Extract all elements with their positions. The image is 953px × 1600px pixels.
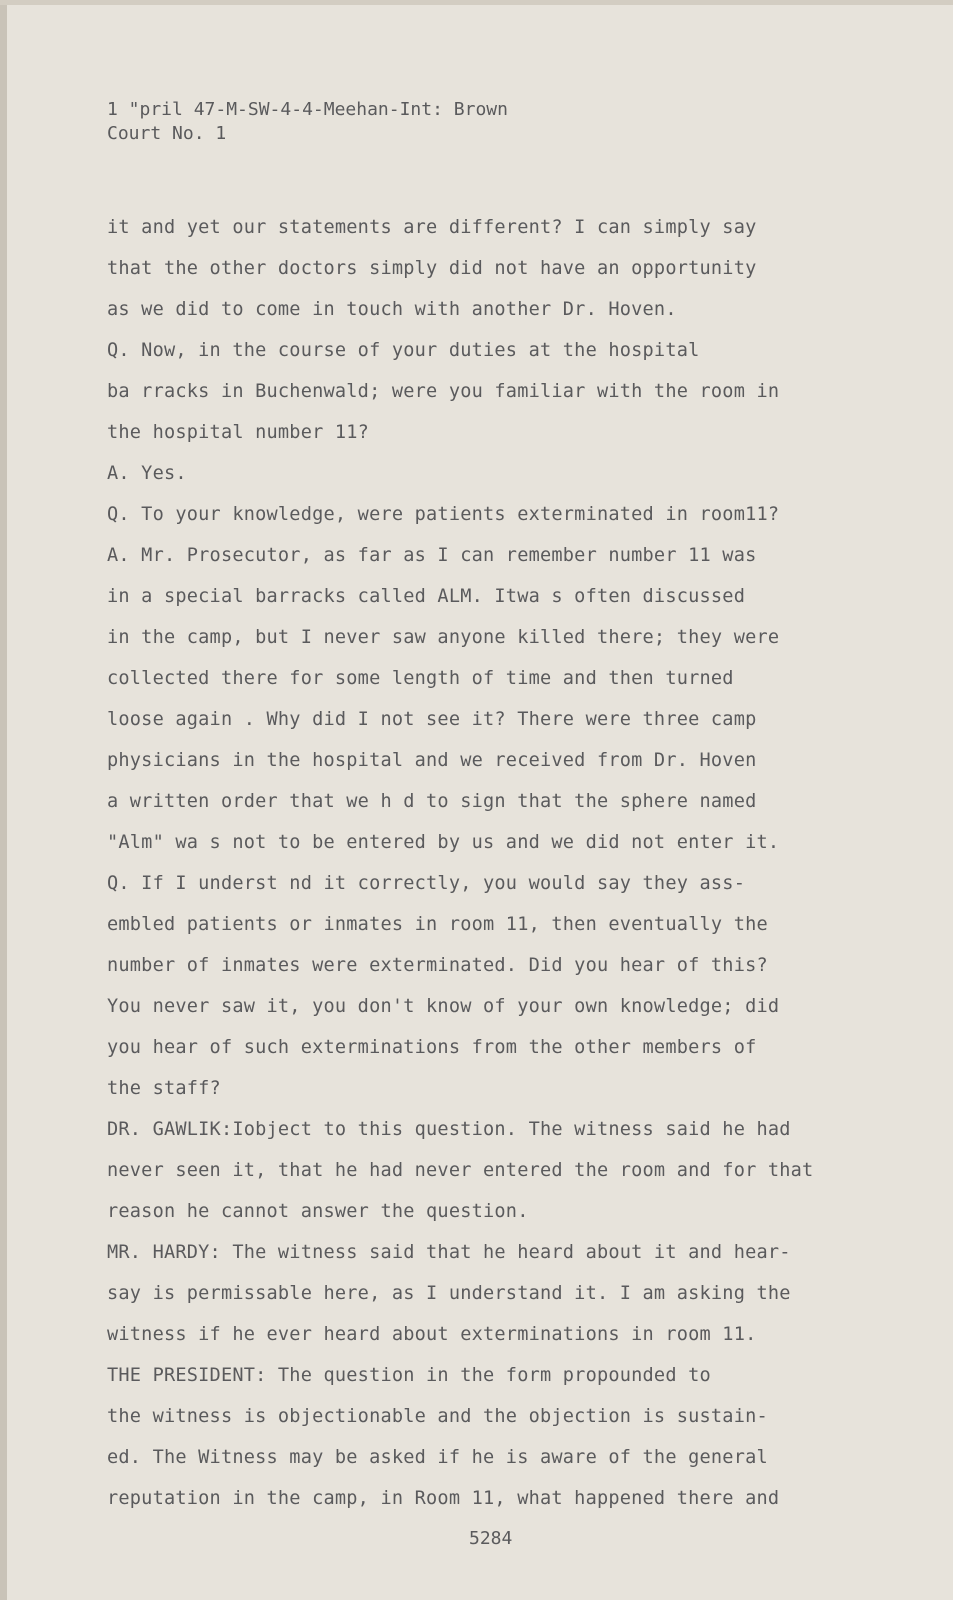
body-line: it and yet our statements are different? I can simply say: [107, 217, 757, 238]
body-line: embled patients or inmates in room 11, then eventually the: [107, 914, 768, 935]
body-line: You never saw it, you don't know of your own knowledge; did: [107, 996, 780, 1017]
body-line: you hear of such exterminations from the other members of: [107, 1037, 757, 1058]
body-line: a written order that we h d to sign that the sphere named: [107, 791, 757, 812]
body-line: THE PRESIDENT: The question in the form propounded to: [107, 1365, 711, 1386]
body-line: Q. If I underst nd it correctly, you would say they ass-: [107, 873, 746, 894]
body-line: physicians in the hospital and we received from Dr. Hoven: [107, 750, 757, 771]
body-line: as we did to come in touch with another Dr. Hoven.: [107, 299, 677, 320]
body-line: "Alm" wa s not to be entered by us and we did not enter it.: [107, 832, 780, 853]
body-line: the hospital number 11?: [107, 422, 370, 443]
page-edge-shadow: [0, 0, 7, 1600]
body-line: Q. To your knowledge, were patients exterminated in room11?: [107, 504, 780, 525]
body-line: collected there for some length of time and then turned: [107, 668, 734, 689]
body-line: Q. Now, in the course of your duties at the hospital: [107, 340, 700, 361]
body-line: never seen it, that he had never entered the room and for that: [107, 1160, 814, 1181]
body-line: A. Mr. Prosecutor, as far as I can remember number 11 was: [107, 545, 757, 566]
body-line: ba rracks in Buchenwald; were you familiar with the room in: [107, 381, 780, 402]
body-line: that the other doctors simply did not have an opportunity: [107, 258, 757, 279]
body-line: loose again . Why did I not see it? There were three camp: [107, 709, 757, 730]
document-header: [107, 98, 508, 146]
body-line: reason he cannot answer the question.: [107, 1201, 529, 1222]
page-top-edge: [0, 0, 953, 5]
header-line-1: 1 "pril 47-M-SW-4-4-Meehan-Int: Brown: [107, 99, 508, 120]
body-line: say is permissable here, as I understand it. I am asking the: [107, 1283, 791, 1304]
body-line: witness if he ever heard about exterminations in room 11.: [107, 1324, 757, 1345]
body-line: reputation in the camp, in Room 11, what happened there and: [107, 1488, 780, 1509]
body-line: the witness is objectionable and the objection is sustain-: [107, 1406, 768, 1427]
header-line-2: Court No. 1: [107, 123, 227, 144]
body-line: A. Yes.: [107, 463, 187, 484]
body-line: ed. The Witness may be asked if he is aware of the general: [107, 1447, 768, 1468]
body-line: DR. GAWLIK:Iobject to this question. The witness said he had: [107, 1119, 791, 1140]
body-line: in the camp, but I never saw anyone killed there; they were: [107, 627, 780, 648]
page-number: 5284: [469, 1528, 513, 1549]
body-line: MR. HARDY: The witness said that he heard about it and hear-: [107, 1242, 791, 1263]
body-line: the staff?: [107, 1078, 221, 1099]
body-line: number of inmates were exterminated. Did you hear of this?: [107, 955, 768, 976]
body-line: in a special barracks called ALM. Itwa s often discussed: [107, 586, 746, 607]
